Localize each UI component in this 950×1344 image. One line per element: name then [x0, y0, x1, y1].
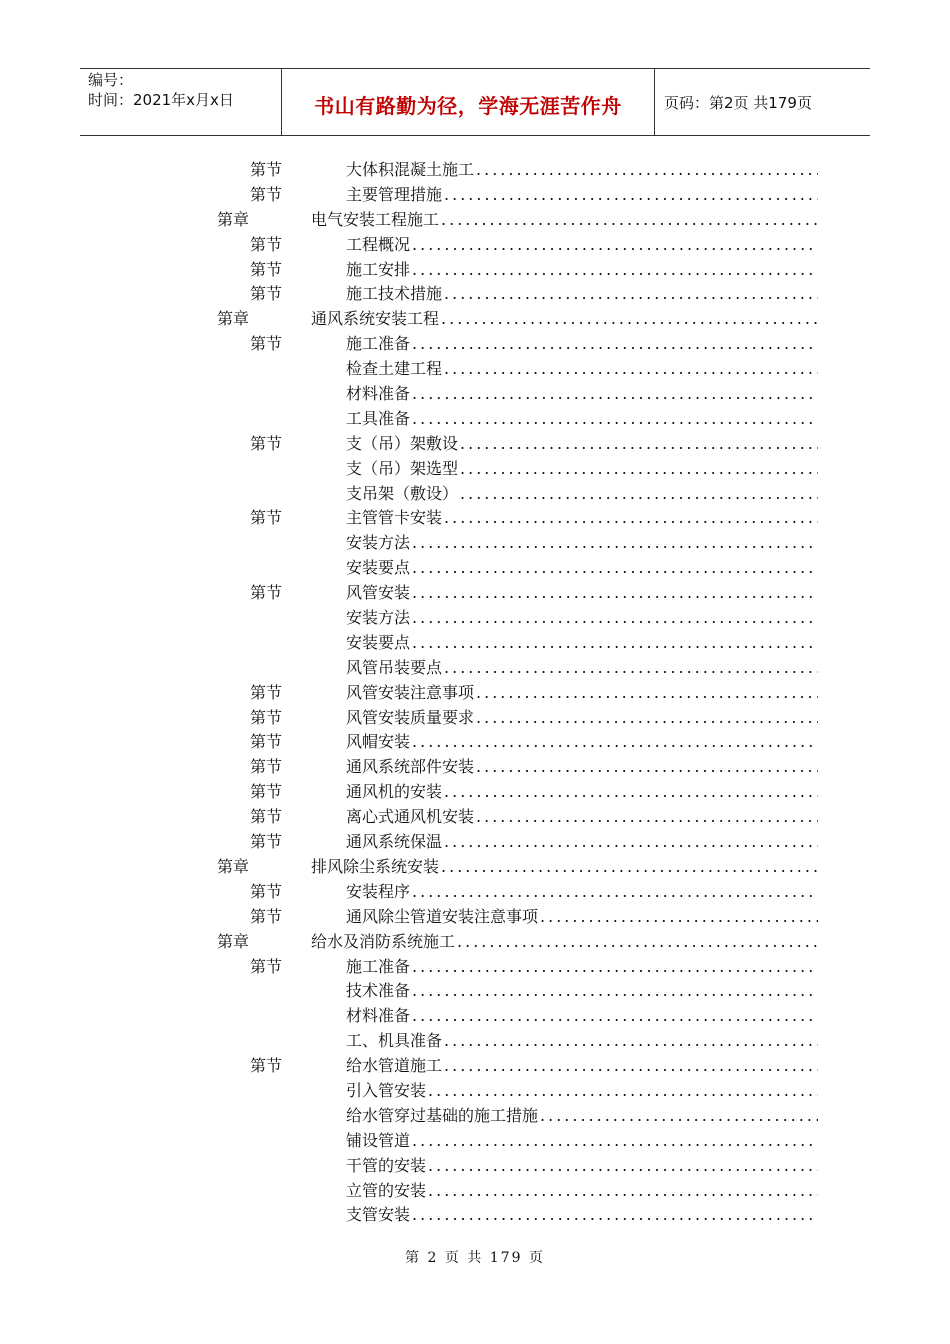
toc-entry[interactable]: [0, 1104, 950, 1129]
toc-leader-dots: [410, 880, 818, 905]
toc-entry-line: [311, 307, 818, 332]
toc-entry[interactable]: [0, 1029, 950, 1054]
header-bottom-rule: [80, 135, 870, 136]
toc-title: 安装程序: [346, 881, 411, 901]
toc-entry-line: [346, 382, 818, 407]
toc-title: 给水管穿过基础的施工措施: [346, 1105, 539, 1125]
toc-leader-dots: [410, 1203, 818, 1228]
toc-leader-dots: [474, 805, 818, 830]
toc-entry[interactable]: [0, 681, 950, 706]
toc-title: 支管安装: [346, 1205, 411, 1225]
toc-leader-dots: [410, 606, 818, 631]
toc-entry[interactable]: [0, 855, 950, 880]
toc-chapter-label: 第章: [217, 856, 250, 876]
toc-entry-line: [346, 1179, 818, 1204]
toc-title: 风帽安装: [346, 732, 411, 752]
toc-leader-dots: [439, 307, 818, 332]
toc-entry-line: [346, 880, 818, 905]
toc-entry-line: [346, 282, 818, 307]
toc-title: 工程概况: [346, 234, 411, 254]
toc-entry[interactable]: [0, 880, 950, 905]
toc-entry-line: [346, 830, 818, 855]
toc-entry[interactable]: [0, 183, 950, 208]
toc-title: 排风除尘系统安装: [311, 856, 440, 876]
toc-entry[interactable]: [0, 805, 950, 830]
header-top-rule: [80, 68, 870, 69]
toc-leader-dots: [458, 482, 818, 507]
toc-title: 通风系统安装工程: [311, 309, 440, 329]
toc-entry[interactable]: [0, 208, 950, 233]
toc-section-label: 第节: [250, 881, 283, 901]
toc-leader-dots: [474, 755, 818, 780]
toc-entry-line: [346, 979, 818, 1004]
toc-entry-line: [346, 681, 818, 706]
toc-title: 风管安装质量要求: [346, 707, 475, 727]
toc-title: 支（吊）架敷设: [346, 433, 459, 453]
toc-title: 技术准备: [346, 981, 411, 1001]
toc-entry-line: [346, 357, 818, 382]
toc-leader-dots: [410, 1129, 818, 1154]
toc-entry[interactable]: [0, 930, 950, 955]
toc-section-label: 第节: [250, 757, 283, 777]
toc-entry-line: [346, 258, 818, 283]
toc-leader-dots: [410, 407, 818, 432]
toc-leader-dots: [458, 432, 818, 457]
document-code-label: 编号：: [88, 71, 134, 89]
toc-leader-dots: [442, 1029, 818, 1054]
toc-entry-line: [346, 706, 818, 731]
header-meta: [88, 70, 234, 110]
document-date: 时间：2021年x月x日: [88, 91, 234, 109]
toc-section-label: 第节: [250, 807, 283, 827]
toc-leader-dots: [410, 979, 818, 1004]
toc-entry[interactable]: [0, 706, 950, 731]
toc-entry[interactable]: [0, 432, 950, 457]
toc-entry[interactable]: [0, 955, 950, 980]
toc-title: 通风机的安装: [346, 782, 443, 802]
toc-entry-line: [346, 755, 818, 780]
toc-leader-dots: [442, 282, 818, 307]
toc-entry[interactable]: [0, 755, 950, 780]
toc-entry-line: [346, 158, 818, 183]
toc-leader-dots: [455, 930, 818, 955]
toc-leader-dots: [410, 382, 818, 407]
toc-leader-dots: [538, 1104, 818, 1129]
toc-entry[interactable]: [0, 506, 950, 531]
toc-leader-dots: [474, 681, 818, 706]
header-page-info: 页码：第2页 共179页: [664, 94, 812, 112]
toc-leader-dots: [474, 158, 818, 183]
toc-entry[interactable]: [0, 407, 950, 432]
toc-title: 材料准备: [346, 1006, 411, 1026]
toc-title: 工具准备: [346, 408, 411, 428]
toc-entry[interactable]: [0, 979, 950, 1004]
toc-entry[interactable]: [0, 1129, 950, 1154]
toc-entry[interactable]: [0, 1154, 950, 1179]
toc-leader-dots: [410, 258, 818, 283]
toc-title: 离心式通风机安装: [346, 807, 475, 827]
toc-leader-dots: [442, 780, 818, 805]
toc-entry[interactable]: [0, 1004, 950, 1029]
toc-section-label: 第节: [250, 1056, 283, 1076]
toc-entry[interactable]: [0, 1079, 950, 1104]
toc-title: 给水及消防系统施工: [311, 931, 456, 951]
toc-entry[interactable]: [0, 307, 950, 332]
toc-entry-line: [346, 183, 818, 208]
toc-entry-line: [311, 208, 818, 233]
toc-title: 风管安装: [346, 583, 411, 603]
toc-entry-line: [346, 506, 818, 531]
toc-title: 检查土建工程: [346, 359, 443, 379]
toc-entry-line: [346, 805, 818, 830]
toc-section-label: 第节: [250, 508, 283, 528]
toc-leader-dots: [410, 730, 818, 755]
toc-leader-dots: [410, 1004, 818, 1029]
toc-entry[interactable]: [0, 531, 950, 556]
toc-entry[interactable]: [0, 1054, 950, 1079]
toc-title: 材料准备: [346, 384, 411, 404]
toc-section-label: 第节: [250, 732, 283, 752]
toc-leader-dots: [442, 830, 818, 855]
toc-entry[interactable]: [0, 656, 950, 681]
toc-chapter-label: 第章: [217, 931, 250, 951]
toc-section-label: 第节: [250, 682, 283, 702]
toc-entry-line: [346, 332, 818, 357]
toc-title: 通风系统保温: [346, 832, 443, 852]
toc-title: 电气安装工程施工: [311, 209, 440, 229]
toc-title: 安装要点: [346, 632, 411, 652]
toc-entry[interactable]: [0, 282, 950, 307]
toc-entry-line: [346, 631, 818, 656]
toc-entry[interactable]: [0, 258, 950, 283]
toc-title: 支（吊）架选型: [346, 458, 459, 478]
toc-leader-dots: [410, 233, 818, 258]
toc-title: 工、机具准备: [346, 1031, 443, 1051]
toc-leader-dots: [426, 1179, 818, 1204]
toc-entry-line: [346, 531, 818, 556]
toc-title: 安装要点: [346, 558, 411, 578]
toc-title: 施工技术措施: [346, 284, 443, 304]
toc-entry[interactable]: [0, 606, 950, 631]
toc-title: 立管的安装: [346, 1180, 427, 1200]
toc-title: 大体积混凝土施工: [346, 160, 475, 179]
toc-title: 安装方法: [346, 608, 411, 628]
header-motto: 书山有路勤为径，学海无涯苦作舟: [314, 94, 622, 118]
toc-title: 通风系统部件安装: [346, 757, 475, 777]
toc-entry-line: [311, 855, 818, 880]
toc-entry-line: [346, 581, 818, 606]
toc-leader-dots: [474, 706, 818, 731]
toc-entry-line: [346, 1004, 818, 1029]
toc-entry-line: [346, 1054, 818, 1079]
toc-title: 给水管道施工: [346, 1056, 443, 1076]
toc-leader-dots: [538, 905, 818, 930]
toc-entry-line: [346, 730, 818, 755]
header-divider: [654, 68, 655, 136]
toc-section-label: 第节: [250, 583, 283, 603]
toc-title: 干管的安装: [346, 1155, 427, 1175]
toc-entry[interactable]: [0, 1203, 950, 1228]
toc-entry-line: [346, 407, 818, 432]
toc-section-label: 第节: [250, 284, 283, 304]
toc-entry[interactable]: [0, 382, 950, 407]
toc-entry[interactable]: [0, 780, 950, 805]
toc-entry-line: [346, 1104, 818, 1129]
toc-entry[interactable]: [0, 556, 950, 581]
toc-leader-dots: [426, 1154, 818, 1179]
toc-entry-line: [346, 233, 818, 258]
toc-section-label: 第节: [250, 906, 283, 926]
toc-title: 安装方法: [346, 533, 411, 553]
toc-leader-dots: [439, 855, 818, 880]
toc-leader-dots: [442, 656, 818, 681]
toc-entry[interactable]: [0, 233, 950, 258]
toc-title: 风管吊装要点: [346, 657, 443, 677]
toc-entry-line: [346, 432, 818, 457]
toc-entry-line: [346, 1154, 818, 1179]
toc-section-label: 第节: [250, 184, 283, 204]
toc-entry[interactable]: [0, 158, 950, 183]
toc-entry[interactable]: [0, 482, 950, 507]
toc-title: 主要管理措施: [346, 184, 443, 204]
toc-title: 引入管安装: [346, 1080, 427, 1100]
toc-entry-line: [346, 482, 818, 507]
toc-leader-dots: [410, 332, 818, 357]
toc-section-label: 第节: [250, 433, 283, 453]
toc-entry-line: [346, 1079, 818, 1104]
toc-leader-dots: [410, 631, 818, 656]
toc-entry-line: [346, 556, 818, 581]
toc-section-label: 第节: [250, 259, 283, 279]
toc-title: 支吊架（敷设）: [346, 483, 459, 503]
toc-entry-line: [346, 905, 818, 930]
toc-title: 通风除尘管道安装注意事项: [346, 906, 539, 926]
toc-section-label: 第节: [250, 707, 283, 727]
toc-entry[interactable]: [0, 457, 950, 482]
toc-leader-dots: [442, 183, 818, 208]
toc-entry-line: [346, 606, 818, 631]
toc-entry[interactable]: [0, 730, 950, 755]
toc-title: 铺设管道: [346, 1130, 411, 1150]
toc-leader-dots: [458, 457, 818, 482]
page-footer: 第 2 页 共 179 页: [405, 1250, 545, 1266]
toc-leader-dots: [410, 531, 818, 556]
toc-leader-dots: [426, 1079, 818, 1104]
toc-title: 主管管卡安装: [346, 508, 443, 528]
toc-section-label: 第节: [250, 782, 283, 802]
toc-entry-line: [311, 930, 818, 955]
toc-leader-dots: [442, 506, 818, 531]
toc-entry[interactable]: [0, 631, 950, 656]
toc-section-label: 第节: [250, 234, 283, 254]
toc-entry-line: [346, 780, 818, 805]
toc-entry-line: [346, 955, 818, 980]
toc-entry-line: [346, 1203, 818, 1228]
toc-title: 施工安排: [346, 259, 411, 279]
toc-title: 风管安装注意事项: [346, 682, 475, 702]
toc-leader-dots: [410, 581, 818, 606]
toc-entry-line: [346, 656, 818, 681]
toc-entry[interactable]: [0, 830, 950, 855]
toc-entry-line: [346, 1029, 818, 1054]
toc-title: 施工准备: [346, 956, 411, 976]
toc-leader-dots: [442, 1054, 818, 1079]
toc-section-label: 第节: [250, 334, 283, 354]
table-of-contents: [0, 158, 950, 1228]
toc-section-label: 第节: [250, 832, 283, 852]
toc-chapter-label: 第章: [217, 209, 250, 229]
toc-leader-dots: [410, 955, 818, 980]
toc-entry[interactable]: [0, 357, 950, 382]
toc-section-label: 第节: [250, 956, 283, 976]
toc-leader-dots: [410, 556, 818, 581]
toc-entry[interactable]: [0, 1179, 950, 1204]
toc-entry[interactable]: [0, 905, 950, 930]
toc-section-label: 第节: [250, 160, 283, 179]
toc-chapter-label: 第章: [217, 309, 250, 329]
toc-leader-dots: [439, 208, 818, 233]
toc-title: 施工准备: [346, 334, 411, 354]
toc-entry-line: [346, 1129, 818, 1154]
toc-entry[interactable]: [0, 332, 950, 357]
toc-entry-line: [346, 457, 818, 482]
toc-entry[interactable]: [0, 581, 950, 606]
toc-leader-dots: [442, 357, 818, 382]
